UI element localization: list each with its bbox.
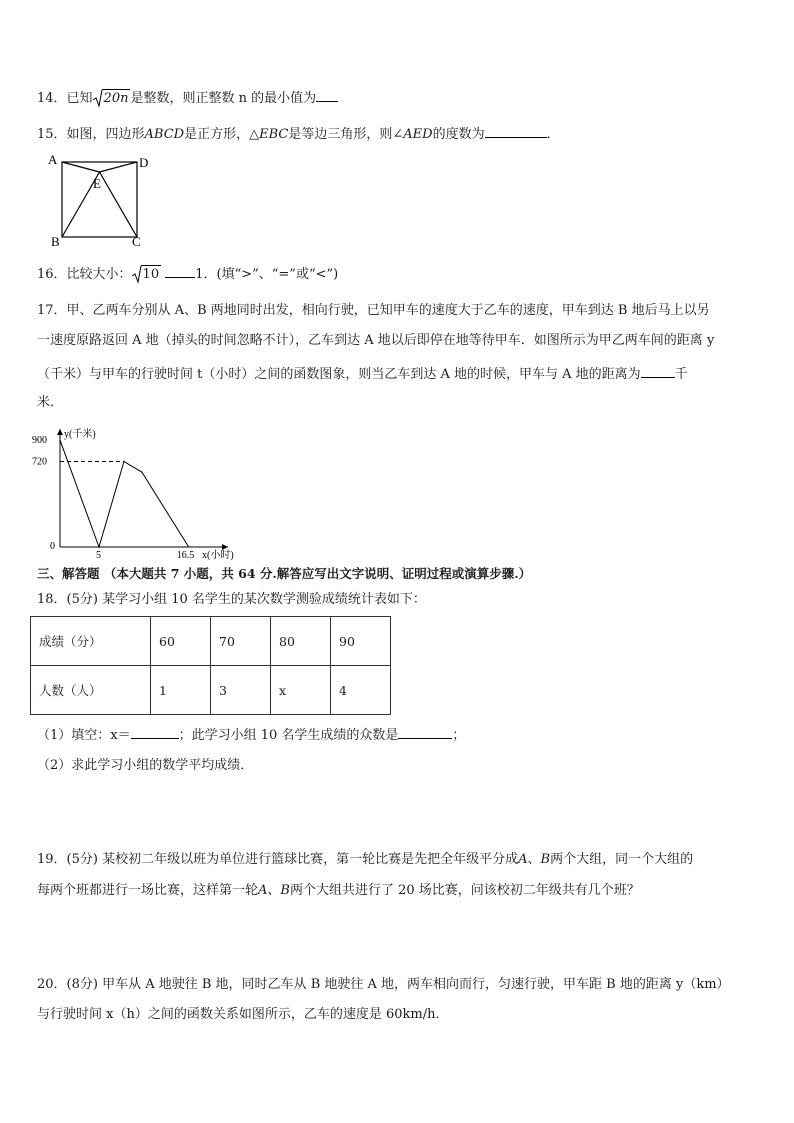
q16-answer-blank[interactable] [165, 264, 195, 278]
q19-line-2a: 每两个班都进行一场比赛，这样第一轮 [37, 883, 259, 898]
q18-x-blank[interactable] [131, 725, 179, 739]
segment-ae [62, 162, 100, 172]
chart-series [59, 439, 189, 547]
x-tick-label: 16.5 [176, 550, 195, 561]
q15-aed: ∠AED [392, 127, 433, 142]
series-line [60, 440, 189, 547]
data-point [123, 461, 124, 462]
q18-sub1a: （1）填空：x＝ [37, 728, 131, 743]
q14-prefix: 14．已知 [37, 91, 93, 106]
table-cell: 1 [151, 666, 211, 715]
score-table [30, 616, 391, 715]
q19-sep: 、 [267, 883, 281, 898]
data-point [188, 546, 189, 547]
q20-line-2: 与行驶时间 x（h）之间的函数关系如图所示，乙车的速度是 60km/h． [37, 1007, 449, 1022]
section-3-header [37, 565, 531, 583]
x-tick-label: 5 [96, 550, 101, 561]
table-cell: 成绩（分） [31, 617, 151, 666]
sqrt-10 [132, 265, 162, 284]
label-b: B [51, 234, 60, 249]
q18-mode-blank[interactable] [398, 725, 452, 739]
q19-group-a: A [518, 852, 528, 867]
q15-prefix: 15．如图，四边形 [37, 127, 145, 142]
q15-end: ． [546, 127, 560, 142]
q19-line-2b: 两个大组共进行了 20 场比赛，问该校初二年级共有几个班？ [289, 883, 640, 898]
table-cell: 80 [271, 617, 331, 666]
data-point [141, 472, 142, 473]
q19-group-b: B [540, 852, 551, 867]
table-cell: 90 [331, 617, 391, 666]
question-15 [37, 124, 560, 144]
label-e: E [93, 176, 101, 191]
q19-line-1b: 两个大组，同一个大组的 [550, 852, 694, 867]
question-16 [37, 264, 338, 284]
q19-line-2 [37, 882, 640, 900]
square-abcd [62, 162, 137, 237]
label-a: A [48, 152, 58, 167]
question-14 [37, 88, 338, 108]
q17-line-4: 米． [37, 395, 64, 410]
radical-sign-icon [132, 265, 142, 285]
y-tick-label: 720 [32, 456, 47, 468]
x-tick-label: 0 [50, 541, 55, 552]
chart-axes [57, 427, 234, 561]
q15-abcd: ABCD [144, 127, 185, 142]
table-cell: 4 [331, 666, 391, 715]
q14-suffix: 是整数，则正整数 n 的最小值为 [130, 91, 317, 106]
q18-sub1b: ；此学习小组 10 名学生成绩的众数是 [178, 728, 399, 743]
data-point [98, 546, 99, 547]
q15-ebc: △EBC [249, 127, 289, 142]
q17-line-2: 一速度原路返回 A 地（掉头的时间忽略不计），乙车到达 A 地以后即停在地等待甲车．如图所示为甲乙两车间的距离 y [37, 333, 715, 348]
q17-line-3 [37, 364, 688, 384]
label-c: C [132, 234, 141, 249]
q18-sub-2: （2）求此学习小组的数学平均成绩． [37, 758, 254, 773]
table-row [31, 666, 391, 715]
section-3-title: 三、解答题 [37, 566, 100, 581]
q16-radicand: 10 [142, 267, 160, 282]
y-axis-arrow-icon [57, 429, 63, 435]
table-cell: 60 [151, 617, 211, 666]
table-row [31, 617, 391, 666]
table-cell: 3 [211, 666, 271, 715]
q18-stem: 18．(5分) 某学习小组 10 名学生的某次数学测验成绩统计表如下： [37, 592, 426, 607]
q18-sub1c: ； [452, 728, 466, 743]
q15-mid2: 是等边三角形，则 [288, 127, 393, 142]
segment-ce [100, 172, 138, 237]
q14-answer-blank[interactable] [316, 88, 338, 102]
square-triangle-figure [44, 152, 154, 250]
q14-radicand: 20n [103, 91, 129, 106]
sqrt-20n [93, 89, 131, 108]
radical-sign-icon [93, 89, 103, 109]
y-tick-label: 900 [32, 435, 47, 447]
data-point [59, 439, 60, 440]
q19-line-1 [37, 851, 693, 869]
table-cell: 人数（人） [31, 666, 151, 715]
distance-time-chart [30, 416, 270, 562]
table-cell: 70 [211, 617, 271, 666]
q20-line-1: 20．(8分) 甲车从 A 地驶往 B 地，同时乙车从 B 地驶往 A 地，两车相向而行，匀速行驶，甲车距 B 地的距离 y（km） [37, 977, 730, 992]
q19-group-a: A [258, 883, 268, 898]
q17-answer-blank[interactable] [641, 364, 675, 378]
section-3-note: （本大题共 7 小题，共 64 分.解答应写出文字说明、证明过程或演算步骤.） [103, 566, 532, 581]
x-axis-label: x(小时) [202, 550, 234, 561]
q17-line-3a: （千米）与甲车的行驶时间 t（小时）之间的函数图象，则当乙车到达 A 地的时候，甲车与 A 地的距离为 [37, 367, 641, 382]
y-axis-label: y(千米) [64, 428, 96, 440]
q19-group-b: B [280, 883, 290, 898]
q15-answer-blank[interactable] [485, 124, 547, 138]
q15-suffix: 的度数为 [432, 127, 485, 142]
q17-line-3b: 千 [674, 367, 688, 382]
segment-de [100, 162, 138, 172]
table-cell: x [271, 666, 331, 715]
q16-prefix: 16．比较大小： [37, 267, 132, 282]
q17-line-1: 17．甲、乙两车分别从 A、B 两地同时出发，相向行驶，已知甲车的速度大于乙车的速度，甲车到达 B 地后马上以另 [37, 303, 710, 318]
q16-suffix: 1．(填“>”、“=”或“<”) [195, 267, 339, 282]
label-d: D [139, 155, 149, 170]
q19-sep: 、 [527, 852, 541, 867]
q18-sub-1 [37, 725, 465, 745]
q15-mid1: 是正方形， [184, 127, 250, 142]
q19-line-1a: 19．(5分) 某校初二年级以班为单位进行篮球比赛，第一轮比赛是先把全年级平分成 [37, 852, 519, 867]
